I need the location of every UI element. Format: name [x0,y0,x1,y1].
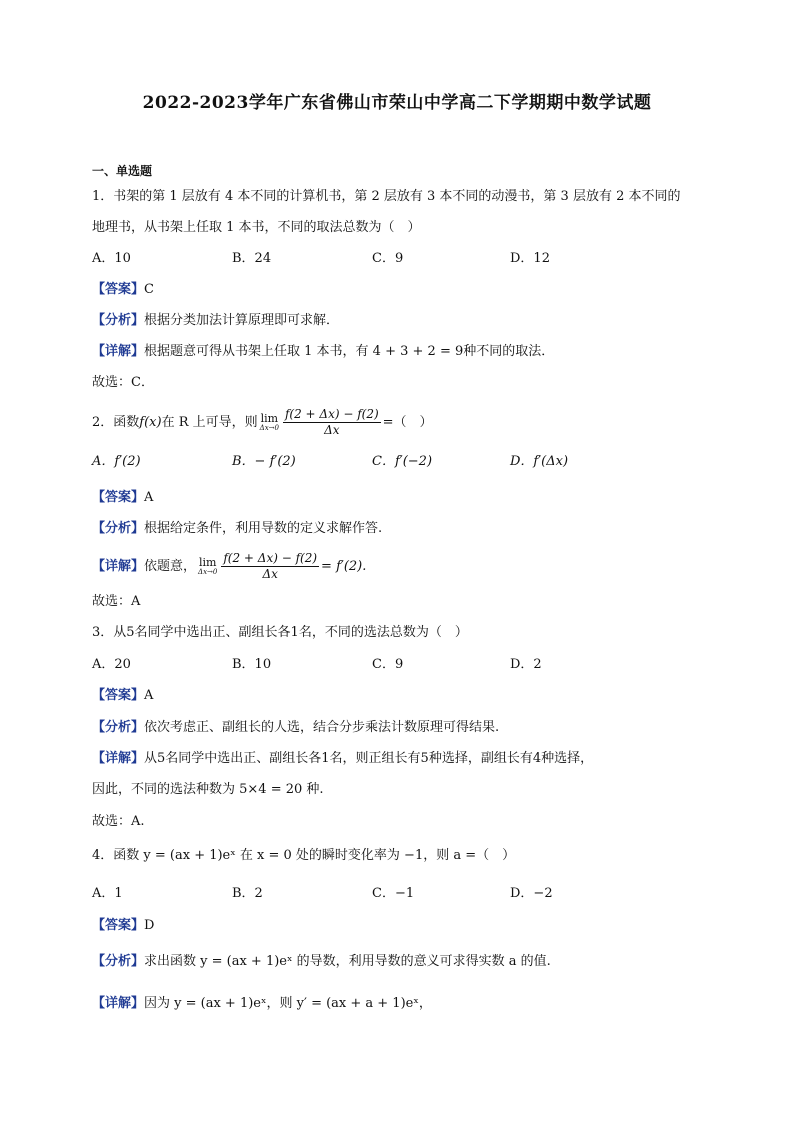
detail-tag: 【详解】 [92,751,145,766]
q3-detail-line1 [92,749,593,769]
q4-analysis-text: 求出函数 y = (ax + 1)eˣ 的导数，利用导数的意义可求得实数 a 的值. [144,954,551,969]
q1-conclusion: 故选：C． [92,375,154,390]
q2-fraction [283,407,381,438]
q2-analysis-text: 根据给定条件，利用导数的定义求解作答. [144,521,383,536]
q3-stem: 3．从5名同学中选出正、副组长各1名，不同的选法总数为（ ） [92,625,468,640]
q2-detail-lim-sub: Δx→0 [198,567,218,576]
q2-numerator: f(2 + Δx) − f(2) [284,407,379,421]
q2-detail-denominator: Δx [262,567,278,581]
q4-detail-text: 因为 y = (ax + 1)eˣ，则 y′ = (ax + a + 1)eˣ， [144,996,432,1011]
q2-mid: 在 R 上可导，则 [161,415,258,430]
q2-denominator: Δx [324,423,340,437]
q1-answer [92,280,154,300]
q2-stem [92,406,433,440]
q2-option-c: C．f′(−2) [372,454,433,469]
q2-detail-prefix: 依题意， [144,559,197,574]
q1-option-b: B．24 [232,251,272,266]
page-title: 2022-2023学年广东省佛山市荣山中学高二下学期期中数学试题 [142,93,652,113]
q3-analysis-text: 依次考虑正、副组长的人选，结合分步乘法计数原理可得结果. [144,720,500,735]
q4-stem: 4．函数 y = (ax + 1)eˣ 在 x = 0 处的瞬时变化率为 −1，则 a =（ ） [92,848,516,863]
q3-detail-line2: 因此，不同的选法种数为 5×4 = 20 种. [92,782,324,797]
section-heading: 一、单选题 [92,164,153,178]
detail-tag: 【详解】 [92,996,145,1011]
q3-options [92,655,732,675]
q2-analysis [92,519,382,539]
q4-option-c: C．−1 [372,886,415,901]
q4-analysis [92,952,551,972]
q2-option-a: A．f′(2) [92,454,141,469]
q1-option-d: D．12 [510,251,550,266]
q2-option-b: B．− f′(2) [232,454,296,469]
q2-answer-value: A [144,490,154,505]
q1-options [92,249,732,269]
q2-lim-word: lim [260,411,279,425]
q1-option-a: A．10 [92,251,131,266]
detail-tag: 【详解】 [92,559,145,574]
q2-fx: f(x) [139,415,162,430]
q1-detail-text: 根据题意可得从书架上任取 1 本书，有 4 + 3 + 2 = 9种不同的取法． [144,344,555,359]
q3-option-a: A．20 [92,657,131,672]
q3-answer-value: A [144,688,154,703]
q2-detail-lim-word: lim [198,555,217,569]
q3-option-d: D．2 [510,657,542,672]
q2-option-d: D．f′(Δx) [510,454,569,469]
q2-detail-numerator: f(2 + Δx) − f(2) [223,551,318,565]
q4-options [92,884,732,904]
q3-analysis [92,718,499,738]
q1-option-c: C．9 [372,251,404,266]
q3-option-c: C．9 [372,657,404,672]
q3-detail-text1: 从5名同学中选出正、副组长各1名，则正组长有5种选择，副组长有4种选择， [144,751,594,766]
q3-option-b: B．10 [232,657,272,672]
q4-answer-value: D [144,918,155,933]
q1-answer-value: C [144,282,154,297]
analysis-tag: 【分析】 [92,313,145,328]
q2-options [92,452,732,472]
q2-detail-suffix: = f′(2). [321,559,367,574]
analysis-tag: 【分析】 [92,954,145,969]
q1-stem-line1: 1．书架的第 1 层放有 4 本不同的计算机书，第 2 层放有 3 本不同的动漫书，第 3 层放有 2 本不同的 [92,189,681,204]
q2-prefix: 2．函数 [92,415,140,430]
answer-tag: 【答案】 [92,688,145,703]
q1-analysis-text: 根据分类加法计算原理即可求解． [144,313,340,328]
detail-tag: 【详解】 [92,344,145,359]
q2-detail-limit [198,557,217,577]
q4-answer [92,916,154,936]
analysis-tag: 【分析】 [92,521,145,536]
answer-tag: 【答案】 [92,918,145,933]
q1-stem-line2: 地理书，从书架上任取 1 本书，不同的取法总数为（ ） [92,220,421,235]
q4-option-b: B．2 [232,886,263,901]
q4-option-d: D．−2 [510,886,553,901]
answer-tag: 【答案】 [92,490,145,505]
q2-detail [92,550,366,584]
q2-answer [92,488,153,508]
q3-conclusion: 故选：A. [92,814,145,829]
q4-detail [92,994,432,1014]
q3-answer [92,686,153,706]
q1-detail [92,342,554,362]
q2-suffix: =（ ） [382,415,433,430]
analysis-tag: 【分析】 [92,720,145,735]
q4-option-a: A．1 [92,886,123,901]
q2-detail-fraction [221,551,319,582]
answer-tag: 【答案】 [92,282,145,297]
q2-lim-sub: Δx→0 [259,423,279,432]
q2-limit [260,413,279,433]
q2-conclusion: 故选：A [92,594,141,609]
q1-analysis [92,311,339,331]
